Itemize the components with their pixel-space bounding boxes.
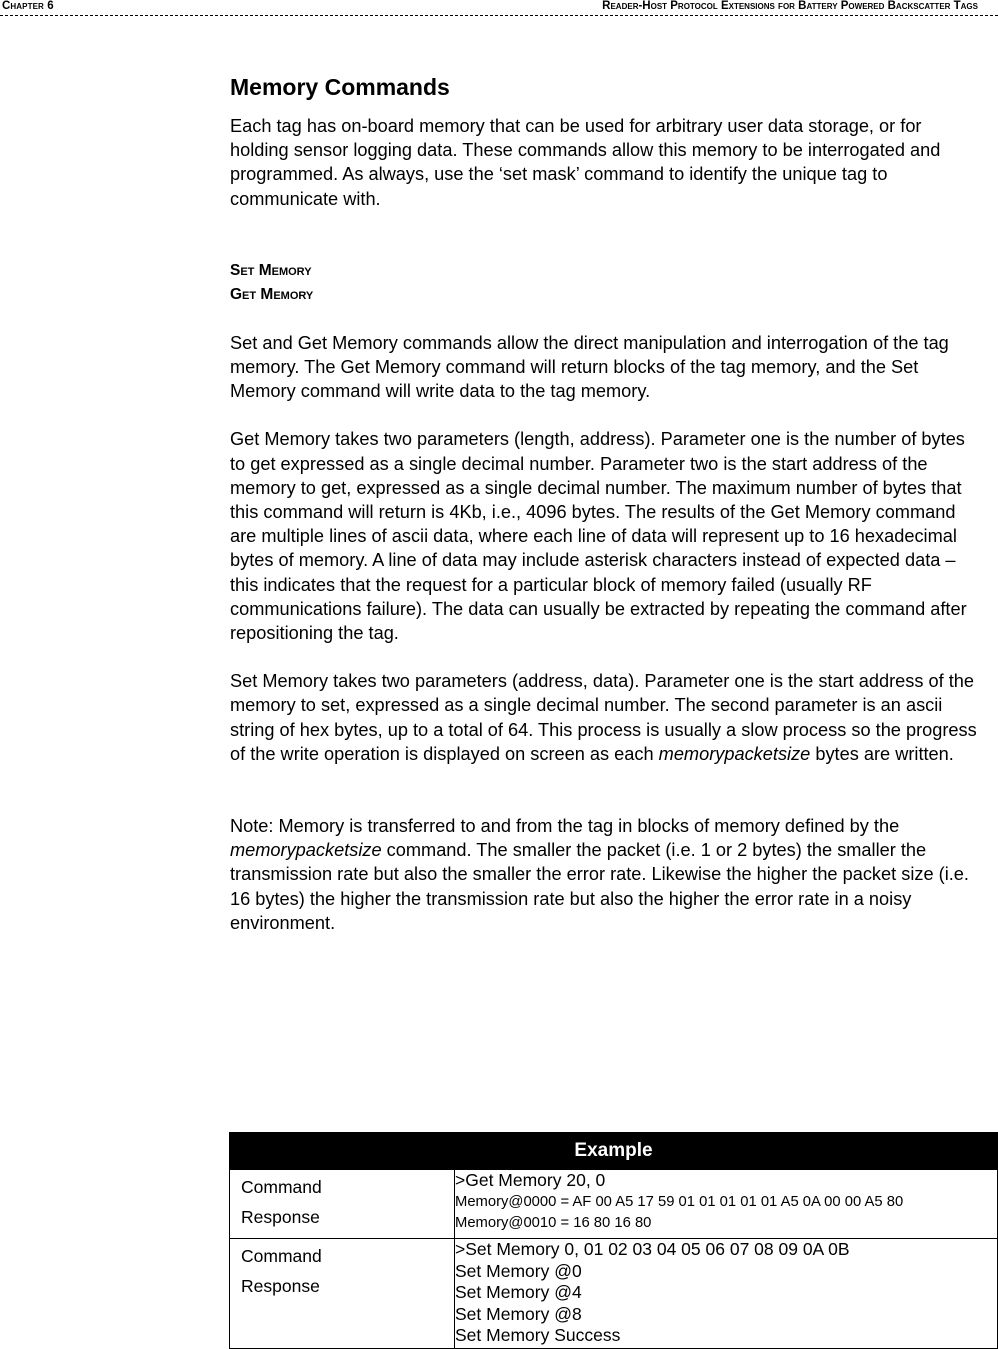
table-row — [230, 1239, 998, 1349]
subheading-set-memory: Set Memory — [230, 261, 312, 279]
response-line: Memory@0010 = 16 80 16 80 — [455, 1215, 652, 1232]
memorypacketsize-term: memorypacketsize — [658, 743, 811, 764]
overview-paragraph: Set and Get Memory commands allow the direct manipulation and interrogation of the tag memory. The Get Memory command will return blocks of the tag memory, and the Set Memory command will write data to the tag memory. — [230, 332, 949, 402]
table-row — [230, 1170, 998, 1239]
label-cell — [230, 1239, 455, 1349]
command-text: >Get Memory 20, 0 — [455, 1170, 606, 1190]
get-memory-paragraph: Get Memory takes two parameters (length, address). Parameter one is the number of bytes to get expressed as a single decimal number. Parameter two is the start address of the memory to get, expressed as a single decimal number. The maximum number of bytes that this command will return is 4Kb, i.e., 4096 bytes. The results of the Get Memory command are multiple lines of ascii data, where each line of data will represent up to 16 hexadecimal bytes of memory. A line of data may include asterisk characters instead of expected data – this indicates that the request for a particular block of memory failed (usually RF communications failure). The data can usually be extracted by repeating the command after repositioning the tag. — [230, 429, 967, 644]
example-heading: Example — [230, 1133, 998, 1170]
response-line: Set Memory @4 — [455, 1282, 582, 1303]
command-text: >Set Memory 0, 01 02 03 04 05 06 07 08 09 0A 0B — [455, 1239, 850, 1259]
command-label: Command — [241, 1177, 322, 1197]
response-line: Memory@0000 = AF 00 A5 17 59 01 01 01 01 01 A5 0A 00 00 A5 80 — [455, 1193, 904, 1210]
response-line: Set Memory Success — [455, 1325, 621, 1346]
running-title: Reader-Host Protocol Extensions for Battery Powered Backscatter Tags — [602, 0, 978, 12]
value-cell — [455, 1239, 998, 1349]
response-line: Set Memory @0 — [455, 1260, 582, 1281]
value-cell — [455, 1170, 998, 1239]
label-cell — [230, 1170, 455, 1239]
page-header — [0, 0, 998, 16]
set-memory-paragraph: Set Memory takes two parameters (address, data). Parameter one is the start address of the memory to set, expressed as a single decimal number. The second parameter is an ascii string of hex bytes, up to a total of 64. This process is usually a slow process so the progress of the write operation is displayed on screen as each memorypacketsize bytes are written. — [230, 671, 977, 764]
section-title: Memory Commands — [230, 74, 450, 100]
command-label: Command — [241, 1246, 322, 1266]
response-label: Response — [241, 1207, 320, 1227]
main-content — [230, 72, 980, 935]
example-table — [229, 1132, 998, 1349]
intro-paragraph: Each tag has on-board memory that can be used for arbitrary user data storage, or for holding sensor logging data. These commands allow this memory to be interrogated and programmed. As always, use the ‘set mask’ command to identify the unique tag to communicate with. — [230, 116, 941, 209]
response-label: Response — [241, 1276, 320, 1296]
chapter-label: Chapter 6 — [2, 0, 54, 12]
subheading-get-memory: Get Memory — [230, 285, 314, 303]
response-line: Set Memory @8 — [455, 1303, 582, 1324]
memorypacketsize-term: memorypacketsize — [230, 840, 382, 861]
note-paragraph: Note: Memory is transferred to and from the tag in blocks of memory defined by the memorypacketsize command. The smaller the packet (i.e. 1 or 2 bytes) the smaller the transmission rate but also the smaller the error rate. Likewise the higher the packet size (i.e. 16 bytes) the higher the transmission rate but also the higher the error rate in a noisy environment. — [230, 816, 969, 933]
